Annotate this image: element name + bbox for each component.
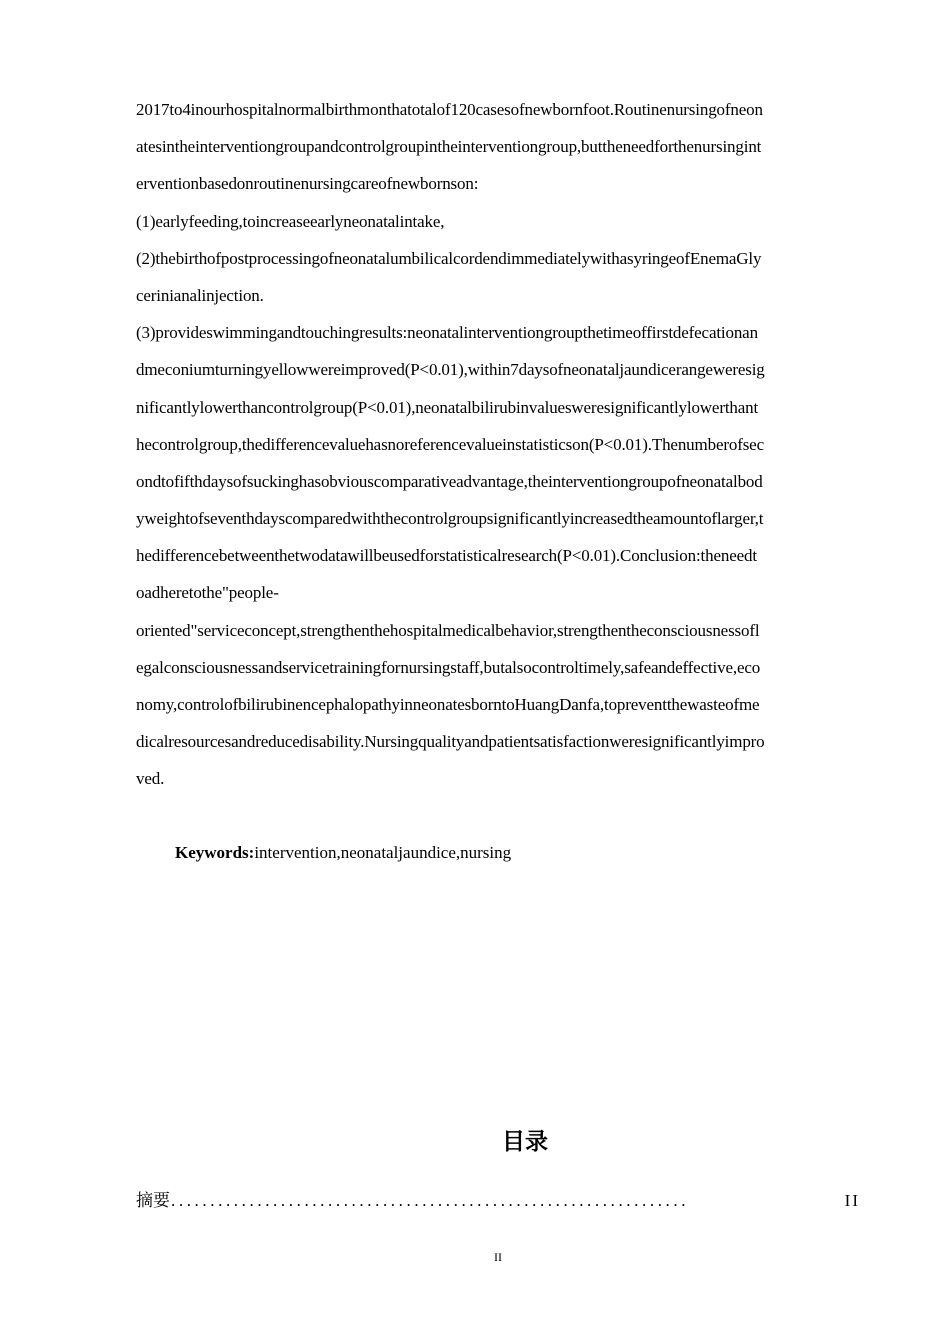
keywords-label: Keywords: [175,843,255,862]
abstract-line: (2)thebirthofpostprocessingofneonatalumbilicalcordendimmediatelywithasyringeofEnemaGly [136,248,762,268]
abstract-line: yweightofseventhdayscomparedwiththecontrolgroupsignificantlyincreasedtheamountoflarger,t [136,509,764,529]
abstract-line: cerinianalinjection. [136,285,264,305]
abstract-body [136,91,860,798]
toc-entry-abstract[interactable] [136,1183,860,1219]
abstract-line: dmeconiumturningyellowwereimproved(P<0.01),within7daysofneonataljaundicerangeweresig [136,360,765,380]
abstract-line: egalconsciousnessandservicetrainingfornursingstaff,butalsocontroltimely,safeandeffective,eco [136,657,761,677]
toc-entry-page: II [844,1191,860,1210]
abstract-line: ved. [136,769,165,789]
keywords-value: intervention,neonataljaundice,nursing [254,843,512,862]
abstract-line: oriented"serviceconcept,strengthenthehospitalmedicalbehavior,strengthentheconsciousnessofl [136,620,760,640]
abstract-line: (1)earlyfeeding,toincreaseearlyneonatalintake, [136,211,445,231]
abstract-line: erventionbasedonroutinenursingcareofnewbornson: [136,174,479,194]
abstract-line: dicalresourcesandreducedisability.Nursingqualityandpatientsatisfactionweresignificantlyimpro [136,732,765,752]
abstract-line: 2017to4inourhospitalnormalbirthmonthatotalof120casesofnewbornfoot.Routinenursingofneon [136,100,763,119]
abstract-line: nomy,controlofbilirubinencephalopathyinneonatesborntoHuangDanfa,topreventthewasteofme [136,695,760,714]
abstract-line: atesintheinterventiongroupandcontrolgroupintheinterventiongroup,buttheneedforthenursingint [136,137,762,157]
abstract-line: ondtofifthdaysofsuckinghasobviouscomparativeadvantage,theinterventiongroupofneonatalbod [136,471,763,491]
abstract-line: hecontrolgroup,thedifferencevaluehasnoreferencevalueinstatisticson(P<0.01).Thenumberofsec [136,434,764,454]
abstract-line: (3)provideswimmingandtouchingresults:neonatalinterventiongroupthetimeoffirstdefecationan [136,323,758,343]
toc-title: 目录 [502,1129,548,1155]
page-number: II [494,1250,502,1264]
abstract-line: hedifferencebetweenthetwodatawillbeusedforstatisticalresearch(P<0.01).Conclusion:theneedt [136,546,757,566]
abstract-line: oadheretothe"people- [136,583,279,603]
keywords-paragraph [175,835,511,871]
toc-entry-label: 摘要 [136,1191,170,1211]
abstract-line: nificantlylowerthancontrolgroup(P<0.01),neonatalbilirubinvaluesweresignificantlylowerthant [136,397,759,417]
toc-leader-dots: .................................................................. [171,1191,690,1210]
